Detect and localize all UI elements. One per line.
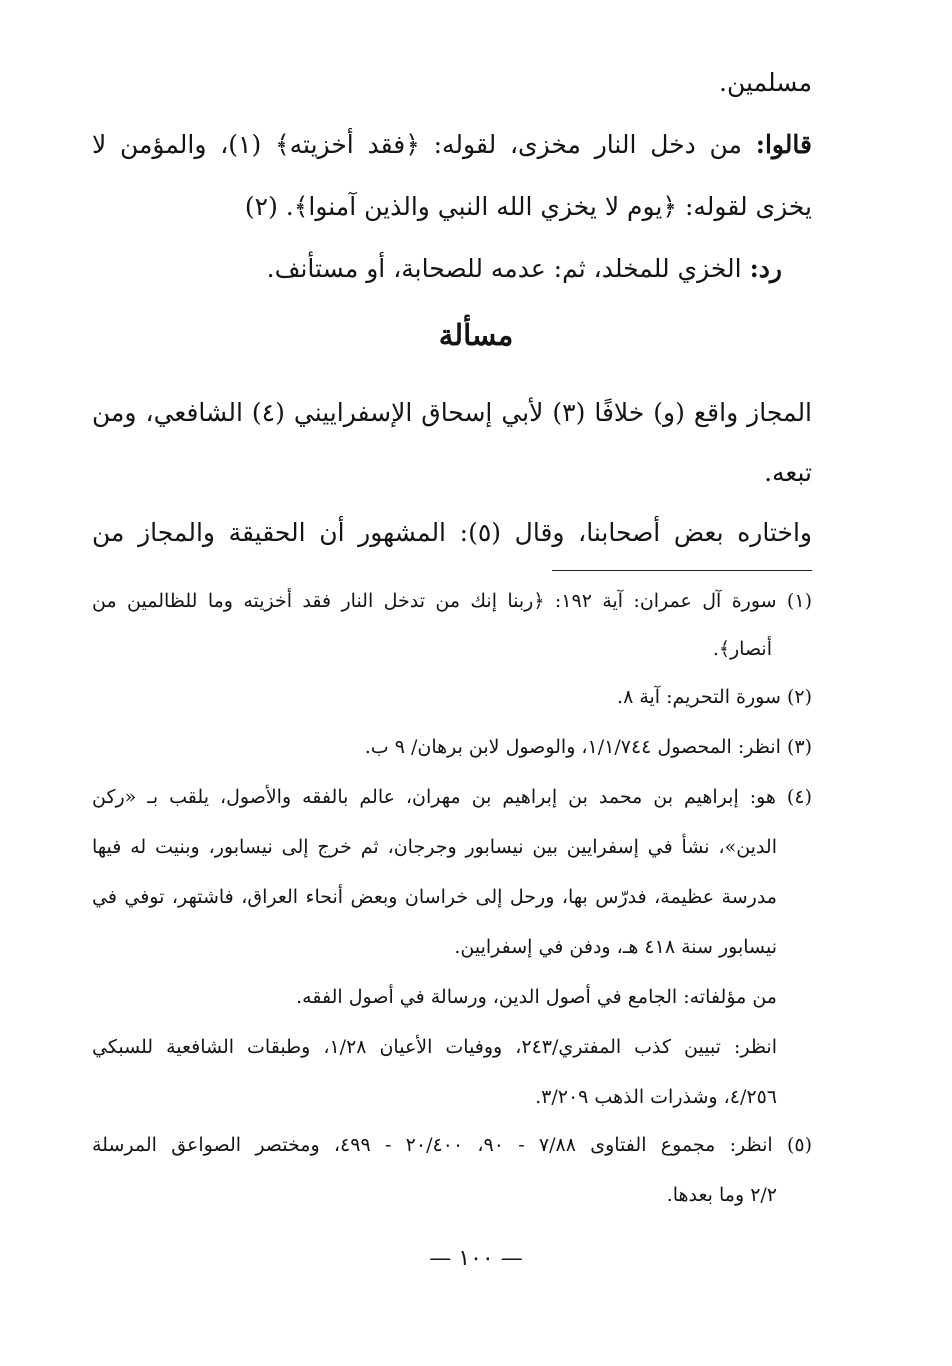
footnote-4-line-6 [92, 1036, 777, 1058]
para3-line-1 [92, 398, 812, 427]
footnote-3-text: (٣) انظر: المحصول ١/١/٧٤٤، والوصول لابن برهان/ ٩ ب. [364, 736, 812, 758]
footnote-4-line-4-text: نيسابور سنة ٤١٨ هـ، ودفن في إسفرايين. [454, 936, 777, 958]
footnote-4-line-3-text: مدرسة عظيمة، فدرّس بها، ورحل إلى خراسان وبعض أنحاء العراق، فاشتهر، توفي في [92, 886, 777, 908]
para4-line-1 [92, 518, 812, 547]
footnote-4-line-5-text: من مؤلفاته: الجامع في أصول الدين، ورسالة في أصول الفقه. [296, 986, 777, 1008]
footnote-4-line-4 [454, 936, 777, 958]
footnote-4-line-6-text: انظر: تبيين كذب المفتري/٢٤٣، ووفيات الأعيان ١/٢٨، وطبقات الشافعية للسبكي [92, 1036, 777, 1058]
para1-line-2-text: يخزى لقوله: ﴿يوم لا يخزي الله النبي والذين آمنوا﴾. (٢) [244, 192, 812, 221]
footnote-4-line-5 [296, 986, 777, 1008]
footnote-4-line-3 [92, 886, 777, 908]
page-number-text: — ١٠٠ — [429, 1246, 523, 1271]
footnote-2-text: (٢) سورة التحريم: آية ٨. [617, 686, 812, 708]
footnote-4-line-2 [92, 836, 777, 858]
para2-label: رد: [749, 254, 782, 283]
footnote-1-line-2 [713, 638, 772, 660]
page-number [0, 1246, 952, 1271]
footnote-4-line-7-text: ٤/٢٥٦، وشذرات الذهب ٣/٢٠٩. [535, 1086, 777, 1108]
section-heading [0, 318, 952, 352]
footnote-5-line-1-text: (٥) انظر: مجموع الفتاوى ٧/٨٨ - ٩٠، ٢٠/٤٠٠ - ٤٩٩، ومختصر الصواعق المرسلة [92, 1134, 812, 1156]
footnote-5-line-2 [667, 1184, 777, 1206]
section-heading-text: مسألة [438, 318, 514, 352]
main-line-1-text: مسلمين. [719, 68, 812, 97]
para1-label: قالوا: [755, 130, 812, 159]
footnote-1-line-2-text: أنصار﴾. [712, 638, 772, 660]
footnote-1-line-1 [92, 590, 812, 612]
para1-line-1-text: من دخل النار مخزى، لقوله: ﴿فقد أخزيته﴾ (١)، والمؤمن لا [92, 130, 742, 159]
main-line-1 [719, 68, 812, 97]
para3-line-2 [764, 458, 812, 487]
footnote-4-line-1-text: (٤) هو: إبراهيم بن محمد بن إبراهيم بن مهران، عالم بالفقه والأصول، يلقب بـ «ركن [92, 786, 812, 808]
para1-line-1 [92, 130, 812, 159]
para1-line-2 [245, 192, 812, 221]
footnote-5-line-1 [92, 1134, 812, 1156]
footnote-4-line-1 [92, 786, 812, 808]
footnote-4-line-2-text: الدين»، نشأ في إسفرايين بين نيسابور وجرجان، ثم خرج إلى نيسابور، وبنيت له فيها [92, 836, 777, 858]
footnote-4-line-7 [535, 1086, 777, 1108]
footnote-separator [552, 570, 812, 571]
para3-line-1-text: المجاز واقع (و) خلافًا (٣) لأبي إسحاق الإسفراييني (٤) الشافعي، ومن [92, 398, 813, 427]
para4-line-1-text: واختاره بعض أصحابنا، وقال (٥): المشهور أن الحقيقة والمجاز من [92, 518, 812, 547]
footnote-5-line-2-text: ٢/٢ وما بعدها. [666, 1184, 777, 1206]
footnote-1-line-1-text: (١) سورة آل عمران: آية ١٩٢: ﴿ربنا إنك من تدخل النار فقد أخزيته وما للظالمين من [92, 590, 812, 612]
footnote-3 [365, 736, 812, 758]
para3-line-2-text: تبعه. [764, 458, 812, 487]
para2-text: الخزي للمخلد، ثم: عدمه للصحابة، أو مستأنف. [266, 254, 742, 283]
footnote-2 [617, 686, 812, 708]
para2 [267, 254, 782, 283]
